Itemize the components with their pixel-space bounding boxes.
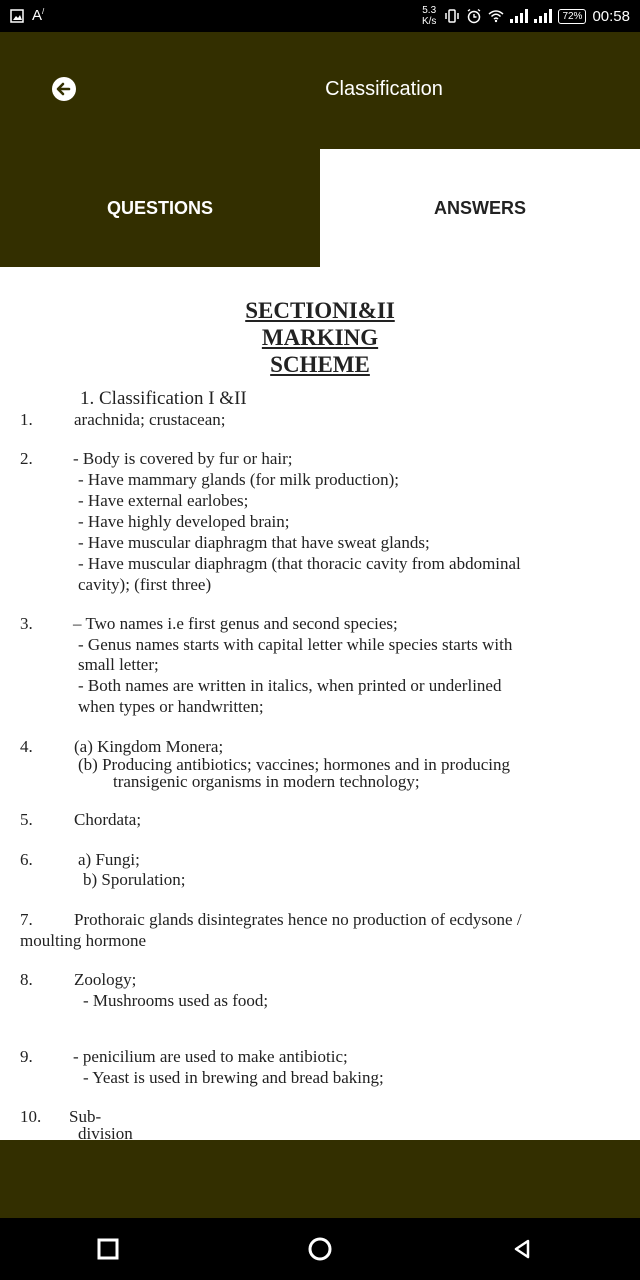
heading-line: SECTIONI&II [245, 298, 395, 323]
item-number: 9. [20, 1047, 33, 1066]
gallery-icon [10, 9, 24, 23]
subheading: 1. Classification I &II [80, 388, 247, 409]
nav-back-icon[interactable] [509, 1236, 535, 1262]
tab-answers[interactable]: ANSWERS [320, 149, 640, 267]
tab-questions[interactable]: QUESTIONS [0, 149, 320, 267]
item-line: - Both names are written in italics, when printed or underlined [78, 676, 502, 695]
item-number: 8. [20, 970, 33, 989]
section-heading [0, 297, 640, 378]
item-number: 5. [20, 810, 33, 829]
item-number: 3. [20, 614, 33, 633]
item-line: - Have external earlobes; [78, 491, 249, 510]
item-line: - Have mammary glands (for milk production); [78, 470, 400, 489]
item-line: - Genus names starts with capital letter while species starts with [78, 635, 513, 654]
tab-bar [0, 149, 640, 267]
status-right [422, 0, 630, 32]
item-line: - Yeast is used in brewing and bread baking; [83, 1068, 384, 1087]
recent-apps-icon[interactable] [95, 1236, 121, 1262]
home-icon[interactable] [307, 1236, 333, 1262]
item-line: – Two names i.e first genus and second species; [73, 614, 398, 633]
network-speed [422, 5, 436, 27]
item-line: Chordata; [74, 810, 142, 829]
bottom-banner [0, 1140, 640, 1218]
item-line: Prothoraic glands disintegrates hence no production of ecdysone / [74, 910, 522, 929]
item-line: b) Sporulation; [83, 870, 186, 889]
item-line: (a) Kingdom Monera; [74, 737, 224, 756]
item-line: (b) Producing antibiotics; vaccines; hormones and in producing [78, 755, 510, 774]
heading-line: SCHEME [270, 352, 370, 377]
alarm-icon [466, 8, 482, 24]
item-line: transigenic organisms in modern technology; [113, 772, 420, 791]
network-speed-value: 5.3 [422, 5, 437, 16]
item-line: Sub- [69, 1107, 102, 1126]
item-line: - Have highly developed brain; [78, 512, 290, 531]
signal-icon-2 [534, 9, 552, 23]
item-line: moulting hormone [20, 931, 147, 950]
signal-icon-1 [510, 9, 528, 23]
item-number: 4. [20, 737, 33, 756]
status-left [10, 7, 44, 24]
wifi-icon [488, 8, 504, 24]
item-number: 7. [20, 910, 33, 929]
answers-content [0, 267, 640, 1140]
item-line: - Body is covered by fur or hair; [73, 449, 293, 468]
item-line: - Have muscular diaphragm (that thoracic cavity from abdominal [78, 554, 521, 573]
item-line: - penicilium are used to make antibiotic; [73, 1047, 348, 1066]
page-title: Classification [325, 78, 443, 100]
item-line: when types or handwritten; [78, 697, 264, 716]
system-nav-bar [0, 1218, 640, 1280]
item-line: Zoology; [74, 970, 137, 989]
item-number: 1. [20, 410, 33, 429]
item-line: arachnida; crustacean; [74, 410, 226, 429]
item-line: division [78, 1124, 133, 1140]
item-number: 2. [20, 449, 33, 468]
accessibility-font-icon: A/ [32, 7, 45, 24]
item-number: 10. [20, 1107, 42, 1126]
item-line: small letter; [78, 655, 159, 674]
item-line: - Have muscular diaphragm that have sweat glands; [78, 533, 430, 552]
item-number: 6. [20, 850, 33, 869]
battery-indicator: 72% [558, 9, 586, 24]
item-line: a) Fungi; [78, 850, 140, 869]
item-line: cavity); (first three) [78, 575, 212, 594]
network-speed-unit: K/s [421, 16, 437, 27]
status-bar [0, 0, 640, 32]
vibrate-icon [444, 8, 460, 24]
heading-line: MARKING [261, 325, 379, 350]
item-line: - Mushrooms used as food; [83, 991, 269, 1010]
status-time: 00:58 [592, 7, 630, 25]
